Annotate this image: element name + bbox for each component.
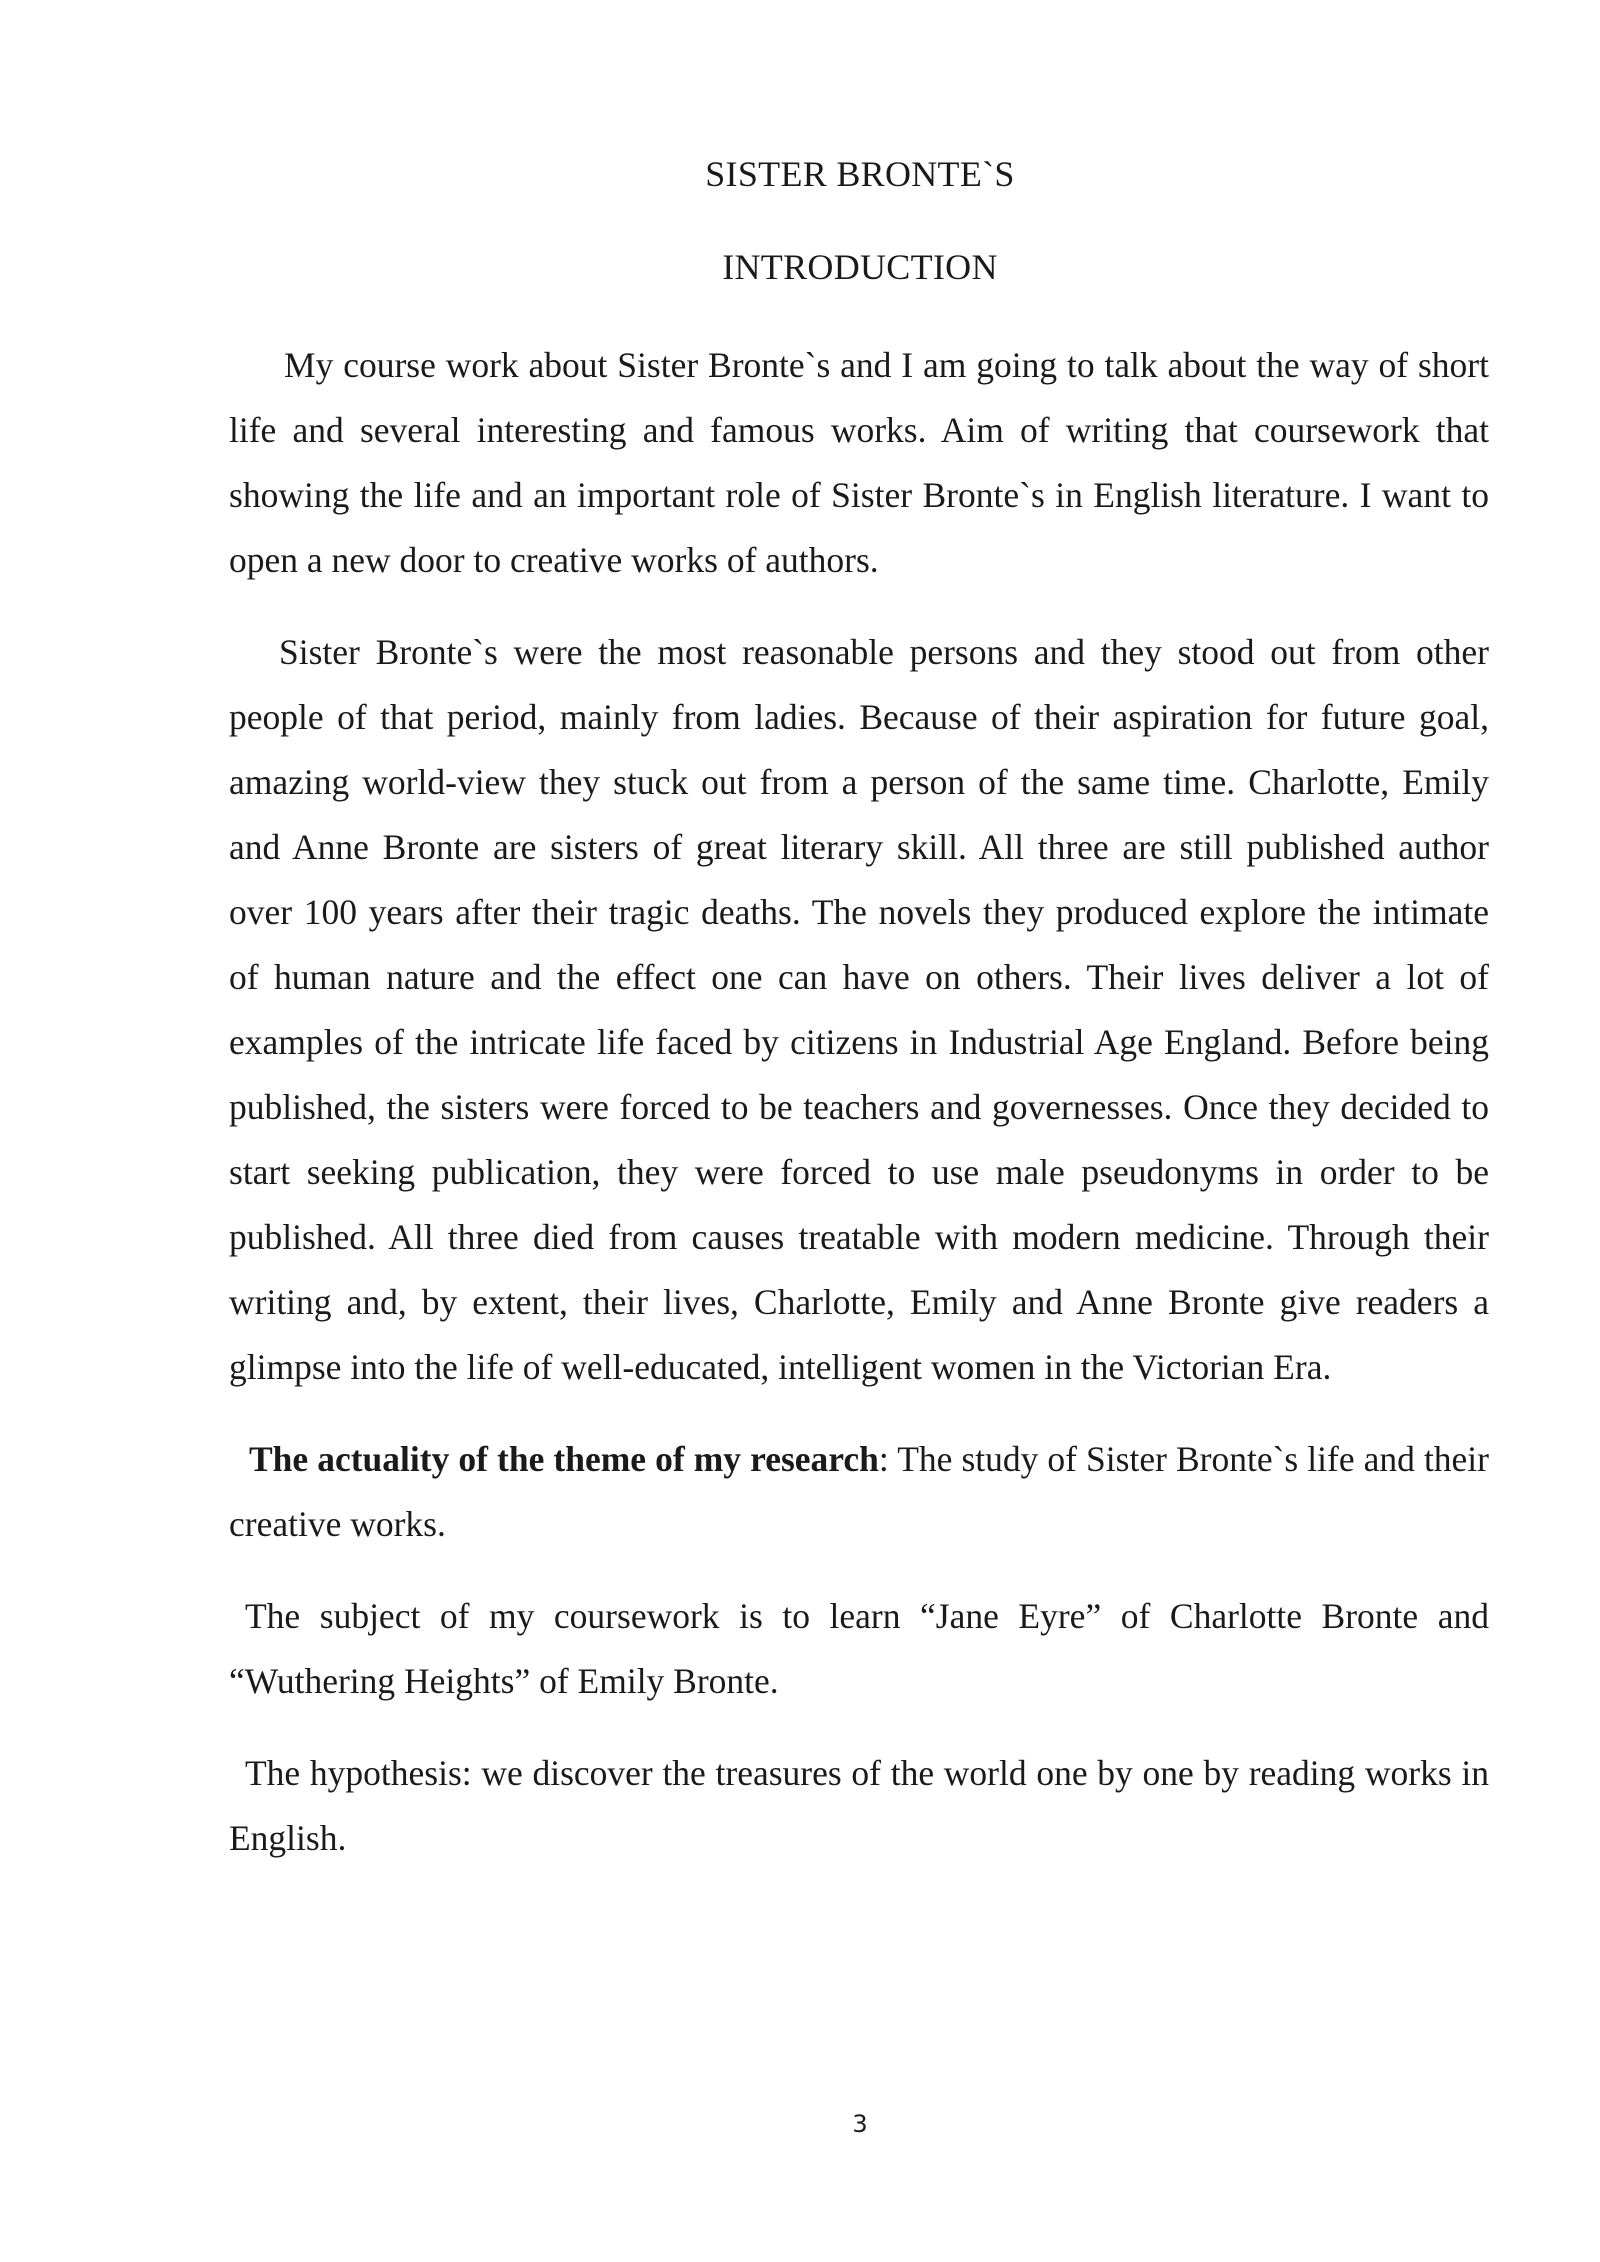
paragraph-intro: My course work about Sister Bronte`s and I am going to talk about the way of short life and several interesting and famous works. Aim of writing that coursework that showing the life and an important role of Sister Bronte`s in English literature. I want to open a new door to creative works of authors. — [229, 345, 1489, 580]
document-title: SISTER BRONTE`S — [705, 154, 1015, 194]
page-number: 3 — [852, 2110, 868, 2138]
section-heading: INTRODUCTION — [722, 247, 998, 287]
body-text — [229, 333, 1489, 1871]
paragraph-subject: The subject of my coursework is to learn “Jane Eyre” of Charlotte Bronte and “Wuthering Heights” of Emily Bronte. — [229, 1596, 1489, 1701]
paragraph-hypothesis: The hypothesis: we discover the treasures of the world one by one by reading works in English. — [229, 1753, 1489, 1858]
paragraph-bronte-sisters: Sister Bronte`s were the most reasonable persons and they stood out from other people of that period, mainly from ladies. Because of their aspiration for future goal, amazing world-view they stuck out from a person of the same time. Charlotte, Emily and Anne Bronte are sisters of great literary skill. All three are still published author over 100 years after their tragic deaths. The novels they produced explore the intimate of human nature and the effect one can have on others. Their lives deliver a lot of examples of the intricate life faced by citizens in Industrial Age England. Before being published, the sisters were forced to be teachers and governesses. Once they decided to start seeking publication, they were forced to use male pseudonyms in order to be published. All three died from causes treatable with modern medicine. Through their writing and, by extent, their lives, Charlotte, Emily and Anne Bronte give readers a glimpse into the life of well-educated, intelligent women in the Victorian Era. — [229, 632, 1489, 1387]
actuality-text: : The study of Sister Bronte`s life and their creative works. — [229, 1439, 1489, 1544]
paragraph-actuality — [229, 1427, 1489, 1557]
actuality-label: The actuality of the theme of my research — [249, 1439, 879, 1479]
